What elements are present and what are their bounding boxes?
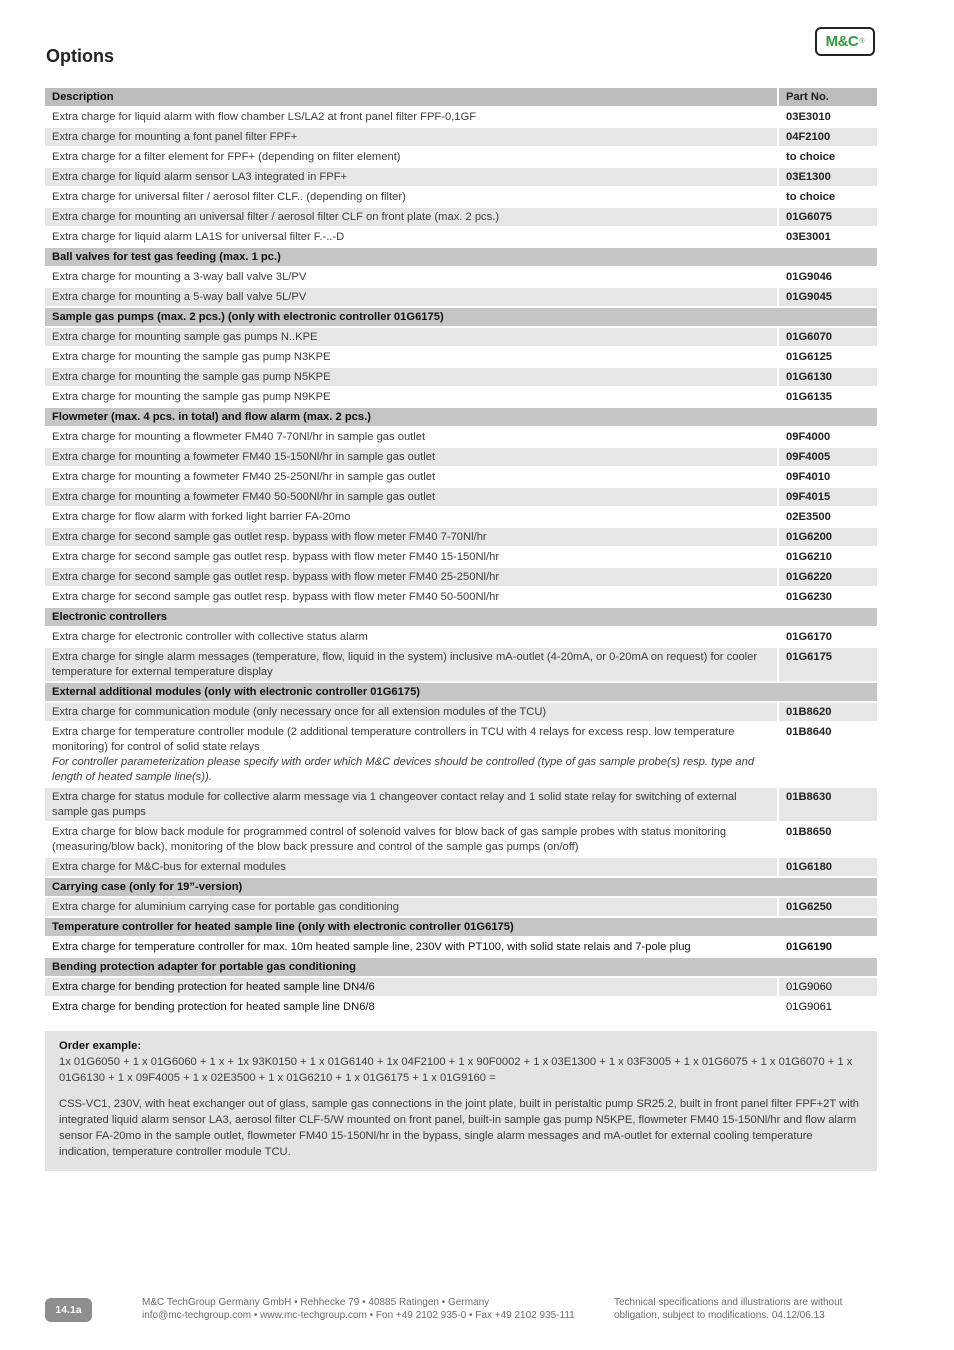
section-header-row	[45, 917, 877, 937]
table-row	[45, 547, 877, 567]
option-description: Extra charge for status module for collective alarm message via 1 changeover contact relay and 1 solid state relay for switching of external sample gas pumps	[52, 790, 737, 818]
table-row	[45, 977, 877, 997]
option-description-cell	[45, 647, 778, 682]
option-description-cell	[45, 327, 778, 347]
option-description: Extra charge for electronic controller with collective status alarm	[52, 630, 368, 643]
option-description-cell	[45, 587, 778, 607]
part-number: 02E3500	[778, 507, 877, 527]
page-number-badge: 14.1a	[45, 1298, 92, 1322]
table-row	[45, 427, 877, 447]
part-number: 01G6125	[778, 347, 877, 367]
part-number: 09F4000	[778, 427, 877, 447]
option-description-cell	[45, 527, 778, 547]
section-title: Electronic controllers	[45, 607, 877, 627]
order-example-box	[45, 1031, 877, 1171]
option-description: Extra charge for mounting a 5-way ball valve 5L/PV	[52, 290, 307, 303]
table-row	[45, 287, 877, 307]
option-description: Extra charge for mounting the sample gas pump N3KPE	[52, 350, 331, 363]
part-number: 01G6200	[778, 527, 877, 547]
logo-registered-mark: ®	[859, 38, 865, 45]
option-description-cell	[45, 997, 778, 1017]
option-description-cell	[45, 447, 778, 467]
section-header-row	[45, 877, 877, 897]
header-part-no: Part No.	[778, 88, 877, 107]
section-header-row	[45, 307, 877, 327]
section-header-row	[45, 957, 877, 977]
table-row	[45, 187, 877, 207]
section-header-row	[45, 247, 877, 267]
option-description-cell	[45, 547, 778, 567]
table-row	[45, 267, 877, 287]
option-description: Extra charge for temperature controller for max. 10m heated sample line, 230V with PT100, with solid state relais and 7-pole plug	[52, 940, 691, 953]
table-row	[45, 587, 877, 607]
part-number: 01G9046	[778, 267, 877, 287]
part-number: 04F2100	[778, 127, 877, 147]
option-description: Extra charge for second sample gas outlet resp. bypass with flow meter FM40 7-70Nl/hr	[52, 530, 487, 543]
part-number: to choice	[778, 147, 877, 167]
footer-disclaimer-line2: obligation, subject to modifications. 04.12/06.13	[614, 1310, 825, 1321]
footer-disclaimer-line1: Technical specifications and illustrations are without	[614, 1297, 843, 1308]
option-description-cell	[45, 702, 778, 722]
section-title: Temperature controller for heated sample line (only with electronic controller 01G6175)	[45, 917, 877, 937]
part-number: 03E3010	[778, 107, 877, 127]
option-description: Extra charge for bending protection for heated sample line DN4/6	[52, 980, 375, 993]
part-number: 01G6170	[778, 627, 877, 647]
option-description-cell	[45, 937, 778, 957]
option-description: Extra charge for blow back module for programmed control of solenoid valves for blow back of gas sample probes with status monitoring (measuring/blow back), monitoring of the blow back pressure and control of the sample gas pumps (on/off)	[52, 825, 727, 853]
part-number: 09F4005	[778, 447, 877, 467]
option-description-cell	[45, 207, 778, 227]
options-table	[45, 88, 877, 1018]
part-number: 01G6180	[778, 857, 877, 877]
option-note: For controller parameterization please specify with order which M&C devices should be controlled (type of gas sample probe(s) resp. type and length of heated sample line(s)).	[52, 755, 755, 783]
option-description: Extra charge for mounting a 3-way ball valve 3L/PV	[52, 270, 307, 283]
part-number: 01G6070	[778, 327, 877, 347]
option-description-cell	[45, 347, 778, 367]
section-header-row	[45, 682, 877, 702]
table-row	[45, 997, 877, 1017]
section-title: Sample gas pumps (max. 2 pcs.) (only with electronic controller 01G6175)	[45, 307, 877, 327]
option-description-cell	[45, 127, 778, 147]
table-row	[45, 227, 877, 247]
table-row	[45, 897, 877, 917]
table-row	[45, 647, 877, 682]
part-number: 01G9061	[778, 997, 877, 1017]
section-title: Bending protection adapter for portable gas conditioning	[45, 957, 877, 977]
table-row	[45, 702, 877, 722]
option-description: Extra charge for liquid alarm sensor LA3 integrated in FPF+	[52, 170, 348, 183]
table-row	[45, 107, 877, 127]
section-title: Carrying case (only for 19”-version)	[45, 877, 877, 897]
option-description: Extra charge for liquid alarm LA1S for universal filter F.-..-D	[52, 230, 345, 243]
page-title: Options	[46, 46, 114, 66]
option-description-cell	[45, 187, 778, 207]
option-description: Extra charge for universal filter / aerosol filter CLF.. (depending on filter)	[52, 190, 406, 203]
option-description-cell	[45, 627, 778, 647]
option-description: Extra charge for M&C-bus for external modules	[52, 860, 286, 873]
footer-disclaimer	[614, 1296, 842, 1322]
option-description: Extra charge for single alarm messages (temperature, flow, liquid in the system) inclusive mA-outlet (4-20mA, or 0-20mA on request) for cooler temperature for external temperature display	[52, 650, 758, 678]
table-row	[45, 527, 877, 547]
option-description: Extra charge for mounting the sample gas pump N5KPE	[52, 370, 331, 383]
table-row	[45, 857, 877, 877]
table-row	[45, 167, 877, 187]
part-number: 01G6250	[778, 897, 877, 917]
option-description: Extra charge for mounting the sample gas pump N9KPE	[52, 390, 331, 403]
part-number: 01B8630	[778, 787, 877, 822]
option-description-cell	[45, 287, 778, 307]
option-description: Extra charge for mounting sample gas pumps N..KPE	[52, 330, 318, 343]
option-description: Extra charge for mounting an universal filter / aerosol filter CLF on front plate (max. 2 pcs.)	[52, 210, 500, 223]
section-title: Flowmeter (max. 4 pcs. in total) and flow alarm (max. 2 pcs.)	[45, 407, 877, 427]
table-row	[45, 387, 877, 407]
table-row	[45, 347, 877, 367]
part-number: to choice	[778, 187, 877, 207]
option-description-cell	[45, 267, 778, 287]
option-description-cell	[45, 107, 778, 127]
option-description-cell	[45, 722, 778, 787]
table-header-row	[45, 88, 877, 107]
footer-company	[142, 1296, 575, 1322]
part-number: 01B8640	[778, 722, 877, 787]
logo-text: M&C	[825, 33, 859, 50]
table-row	[45, 627, 877, 647]
option-description: Extra charge for flow alarm with forked light barrier FA-20mo	[52, 510, 351, 523]
option-description-cell	[45, 387, 778, 407]
option-description: Extra charge for temperature controller module (2 additional temperature controllers in TCU with 4 relays for excess resp. low temperature monitoring) for control of solid state relays	[52, 725, 735, 753]
footer-address: M&C TechGroup Germany GmbH • Rehhecke 79 • 40885 Ratingen • Germany	[142, 1297, 490, 1308]
option-description-cell	[45, 467, 778, 487]
option-description-cell	[45, 897, 778, 917]
table-row	[45, 127, 877, 147]
option-description-cell	[45, 507, 778, 527]
part-number: 01G6075	[778, 207, 877, 227]
option-description-cell	[45, 487, 778, 507]
option-description: Extra charge for mounting a fowmeter FM40 50-500Nl/hr in sample gas outlet	[52, 490, 436, 503]
option-description-cell	[45, 427, 778, 447]
part-number: 09F4015	[778, 487, 877, 507]
option-description: Extra charge for a filter element for FPF+ (depending on filter element)	[52, 150, 401, 163]
part-number: 01G6135	[778, 387, 877, 407]
header-description: Description	[45, 88, 778, 107]
option-description: Extra charge for second sample gas outlet resp. bypass with flow meter FM40 50-500Nl/hr	[52, 590, 500, 603]
part-number: 01G6130	[778, 367, 877, 387]
part-number: 03E3001	[778, 227, 877, 247]
option-description-cell	[45, 367, 778, 387]
order-example-description: CSS-VC1, 230V, with heat exchanger out of glass, sample gas connections in the joint plate, built in peristaltic pump SR25.2, built in front panel filter FPF+2T with integrated liquid alarm sensor LA3, aerosol filter CLF-5/W mounted on front panel, built-in sample gas pump N5KPE, flowmeter FM40 15-150Nl/hr and flow alarm sensor FA-20mo in the sample outlet, flowmeter FM40 15-150Nl/hr in the bypass, single alarm messages and mA-outlet for external cooling temperature indication, temperature controller module TCU.	[59, 1098, 860, 1158]
section-title: Ball valves for test gas feeding (max. 1 pc.)	[45, 247, 877, 267]
part-number: 01G6175	[778, 647, 877, 682]
option-description: Extra charge for mounting a flowmeter FM40 7-70Nl/hr in sample gas outlet	[52, 430, 426, 443]
section-title: External additional modules (only with electronic controller 01G6175)	[45, 682, 877, 702]
table-row	[45, 507, 877, 527]
option-description-cell	[45, 822, 778, 857]
part-number: 01B8650	[778, 822, 877, 857]
option-description-cell	[45, 787, 778, 822]
part-number: 03E1300	[778, 167, 877, 187]
option-description-cell	[45, 977, 778, 997]
table-row	[45, 822, 877, 857]
table-row	[45, 207, 877, 227]
option-description-cell	[45, 857, 778, 877]
footer-contact: info@mc-techgroup.com • www.mc-techgroup.com • Fon +49 2102 935-0 • Fax +49 2102 935-111	[142, 1310, 575, 1321]
option-description-cell	[45, 227, 778, 247]
table-row	[45, 567, 877, 587]
section-header-row	[45, 607, 877, 627]
option-description: Extra charge for communication module (only necessary once for all extension modules of the TCU)	[52, 705, 547, 718]
option-description: Extra charge for bending protection for heated sample line DN6/8	[52, 1000, 375, 1013]
part-number: 01G6220	[778, 567, 877, 587]
table-row	[45, 722, 877, 787]
option-description: Extra charge for second sample gas outlet resp. bypass with flow meter FM40 15-150Nl/hr	[52, 550, 500, 563]
option-description: Extra charge for mounting a fowmeter FM40 15-150Nl/hr in sample gas outlet	[52, 450, 436, 463]
table-row	[45, 467, 877, 487]
part-number: 01G6190	[778, 937, 877, 957]
option-description: Extra charge for liquid alarm with flow chamber LS/LA2 at front panel filter FPF-0,1GF	[52, 110, 477, 123]
option-description-cell	[45, 147, 778, 167]
section-header-row	[45, 407, 877, 427]
table-row	[45, 327, 877, 347]
order-example-formula: 1x 01G6050 + 1 x 01G6060 + 1 x + 1x 93K0150 + 1 x 01G6140 + 1x 04F2100 + 1 x 90F0002 + 1 x 03E1300 + 1 x 03F3005 + 1 x 01G6075 + 1 x 01G6070 + 1 x 01G6130 + 1 x 09F4005 + 1 x 02E3500 + 1 x 01G6210 + 1 x 01G6175 + 1 x 01G9160 =	[59, 1056, 853, 1084]
order-example-title: Order example:	[59, 1040, 142, 1052]
option-description: Extra charge for second sample gas outlet resp. bypass with flow meter FM40 25-250Nl/hr	[52, 570, 500, 583]
option-description-cell	[45, 167, 778, 187]
table-row	[45, 487, 877, 507]
table-row	[45, 367, 877, 387]
table-row	[45, 147, 877, 167]
table-row	[45, 937, 877, 957]
option-description-cell	[45, 567, 778, 587]
table-row	[45, 787, 877, 822]
part-number: 09F4010	[778, 467, 877, 487]
part-number: 01G6210	[778, 547, 877, 567]
option-description: Extra charge for mounting a fowmeter FM40 25-250Nl/hr in sample gas outlet	[52, 470, 436, 483]
option-description: Extra charge for mounting a font panel filter FPF+	[52, 130, 298, 143]
table-row	[45, 447, 877, 467]
option-description: Extra charge for aluminium carrying case for portable gas conditioning	[52, 900, 399, 913]
mc-logo	[815, 27, 875, 56]
part-number: 01G6230	[778, 587, 877, 607]
part-number: 01G9045	[778, 287, 877, 307]
part-number: 01G9060	[778, 977, 877, 997]
part-number: 01B8620	[778, 702, 877, 722]
